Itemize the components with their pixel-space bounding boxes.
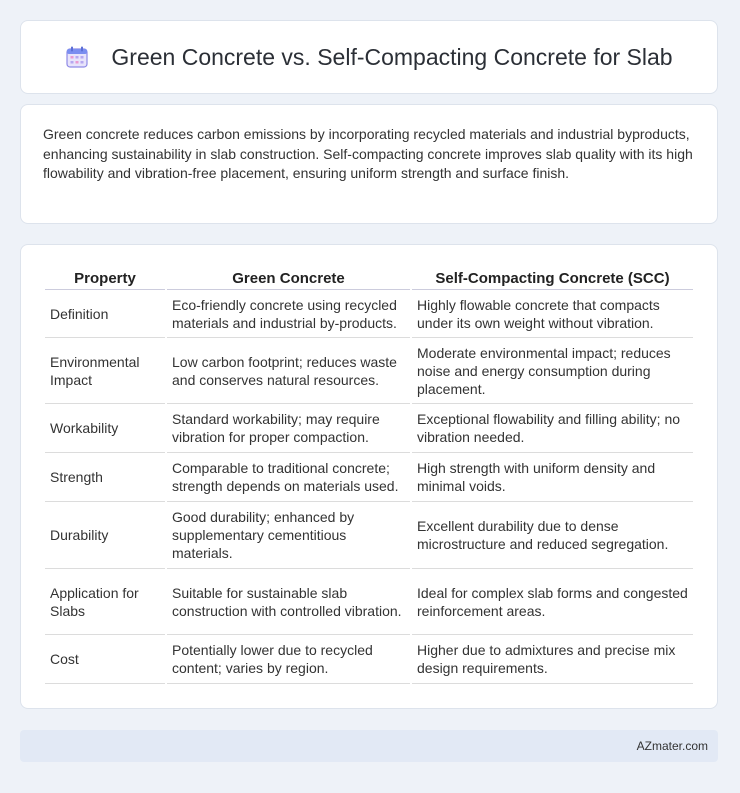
title-card bbox=[20, 20, 718, 94]
intro-card bbox=[20, 104, 718, 224]
green-cell: Low carbon footprint; reduces waste and conserves natural resources. bbox=[167, 338, 410, 404]
column-header-green: Green Concrete bbox=[167, 267, 410, 290]
scc-cell: High strength with uniform density and minimal voids. bbox=[412, 453, 693, 502]
property-cell: Application for Slabs bbox=[45, 569, 165, 635]
scc-cell: Ideal for complex slab forms and congested reinforcement areas. bbox=[412, 569, 693, 635]
property-cell: Durability bbox=[45, 502, 165, 569]
scc-cell: Moderate environmental impact; reduces noise and energy consumption during placement. bbox=[412, 338, 693, 404]
intro-text: Green concrete reduces carbon emissions by incorporating recycled materials and industrial byproducts, enhancing sustainability in slab construction. Self-compacting concrete improves slab quality with its high flowability and vibration-free placement, ensuring uniform strength and surface finish. bbox=[43, 126, 693, 181]
table-row bbox=[45, 404, 693, 453]
green-cell: Eco-friendly concrete using recycled materials and industrial by-products. bbox=[167, 290, 410, 338]
scc-cell: Highly flowable concrete that compacts under its own weight without vibration. bbox=[412, 290, 693, 338]
table-row bbox=[45, 502, 693, 569]
property-cell: Workability bbox=[45, 404, 165, 453]
table-row bbox=[45, 569, 693, 635]
source-label: AZmater.com bbox=[636, 739, 708, 753]
green-cell: Good durability; enhanced by supplementary cementitious materials. bbox=[167, 502, 410, 569]
property-cell: Definition bbox=[45, 290, 165, 338]
scc-cell: Excellent durability due to dense microstructure and reduced segregation. bbox=[412, 502, 693, 569]
comparison-table bbox=[43, 267, 695, 684]
table-row bbox=[45, 290, 693, 338]
column-header-scc: Self-Compacting Concrete (SCC) bbox=[412, 267, 693, 290]
table-header-row bbox=[45, 267, 693, 290]
page-title: Green Concrete vs. Self-Compacting Concrete for Slab bbox=[111, 43, 673, 70]
property-cell: Strength bbox=[45, 453, 165, 502]
green-cell: Standard workability; may require vibration for proper compaction. bbox=[167, 404, 410, 453]
green-cell: Comparable to traditional concrete; strength depends on materials used. bbox=[167, 453, 410, 502]
green-cell: Potentially lower due to recycled content; varies by region. bbox=[167, 635, 410, 684]
property-cell: Environmental Impact bbox=[45, 338, 165, 404]
scc-cell: Exceptional flowability and filling ability; no vibration needed. bbox=[412, 404, 693, 453]
property-cell: Cost bbox=[45, 635, 165, 684]
table-row bbox=[45, 338, 693, 404]
column-header-property: Property bbox=[45, 267, 165, 290]
table-row bbox=[45, 453, 693, 502]
scc-cell: Higher due to admixtures and precise mix design requirements. bbox=[412, 635, 693, 684]
green-cell: Suitable for sustainable slab construction with controlled vibration. bbox=[167, 569, 410, 635]
calendar-icon bbox=[65, 45, 89, 69]
footer-bar bbox=[20, 730, 718, 762]
comparison-card bbox=[20, 244, 718, 709]
table-row bbox=[45, 635, 693, 684]
